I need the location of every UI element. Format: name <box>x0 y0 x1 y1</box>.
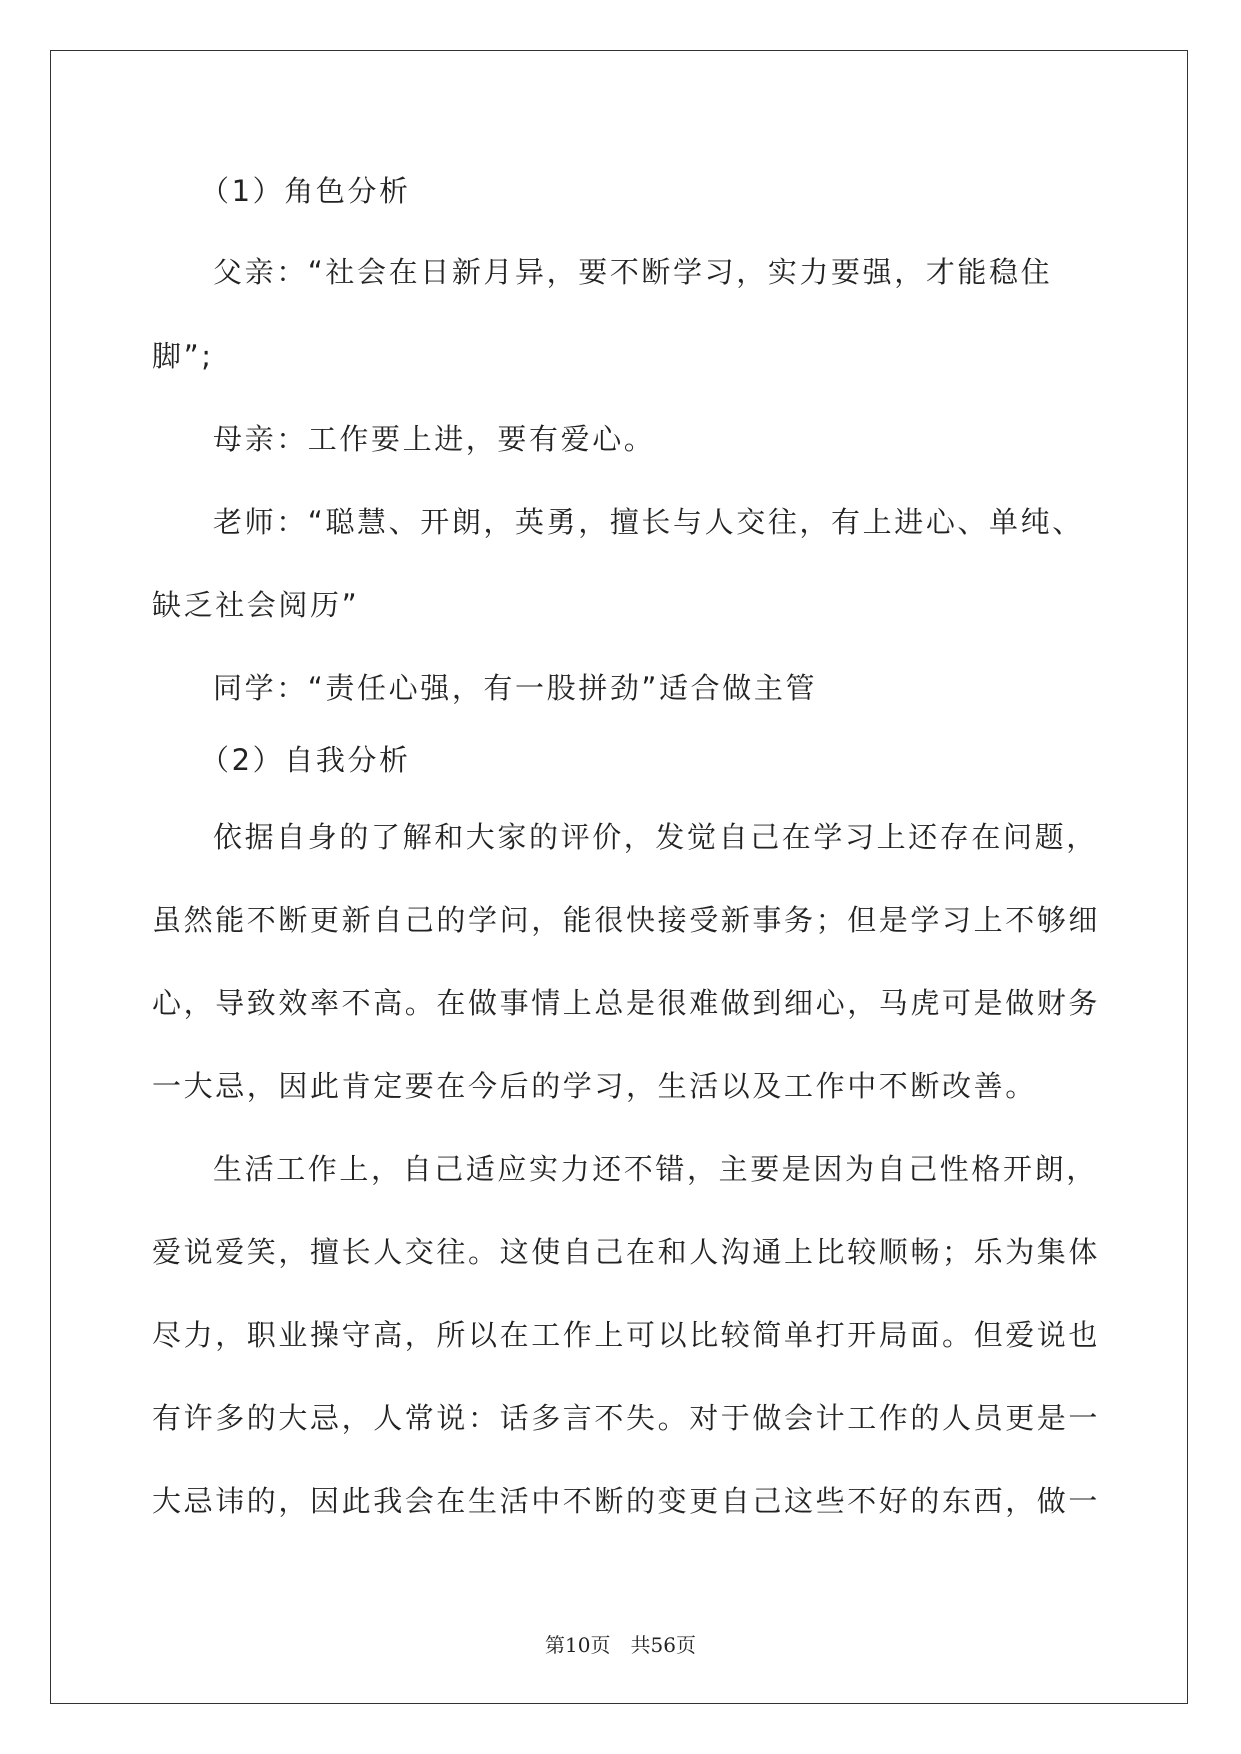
text-line: 缺乏社会阅历” <box>152 588 360 622</box>
text-line: 脚”; <box>152 339 214 373</box>
text-line: 虽然能不断更新自己的学问，能很快接受新事务；但是学习上不够细 <box>152 903 1101 937</box>
text-line: 依据自身的了解和大家的评价，发觉自己在学习上还存在问题， <box>213 820 1098 854</box>
section-heading-self-analysis: （2）自我分析 <box>200 743 411 777</box>
section-heading-role-analysis: （1）角色分析 <box>200 174 411 208</box>
text-line: 尽力，职业操守高，所以在工作上可以比较简单打开局面。但爱说也 <box>152 1318 1101 1352</box>
page-border <box>50 50 1188 1704</box>
text-line: 有许多的大忌，人常说：话多言不失。对于做会计工作的人员更是一 <box>152 1401 1101 1435</box>
text-line: 心，导致效率不高。在做事情上总是很难做到细心，马虎可是做财务 <box>152 986 1101 1020</box>
text-line: 一大忌，因此肯定要在今后的学习，生活以及工作中不断改善。 <box>152 1069 1037 1103</box>
text-line: 同学：“责任心强，有一股拼劲”适合做主管 <box>213 671 818 705</box>
text-line: 老师：“聪慧、开朗，英勇，擅长与人交往，有上进心、单纯、 <box>213 505 1084 539</box>
text-line: 母亲：工作要上进，要有爱心。 <box>213 422 656 456</box>
text-line: 大忌讳的，因此我会在生活中不断的变更自己这些不好的东西，做一 <box>152 1484 1101 1518</box>
text-line: 爱说爱笑，擅长人交往。这使自己在和人沟通上比较顺畅；乐为集体 <box>152 1235 1101 1269</box>
current-page-number: 第10页 <box>545 1633 611 1657</box>
text-line: 父亲：“社会在日新月异，要不断学习，实力要强，才能稳住 <box>213 255 1053 289</box>
page-footer <box>0 1632 1241 1658</box>
total-page-count: 共56页 <box>630 1633 696 1657</box>
text-line: 生活工作上，自己适应实力还不错，主要是因为自己性格开朗， <box>213 1152 1098 1186</box>
